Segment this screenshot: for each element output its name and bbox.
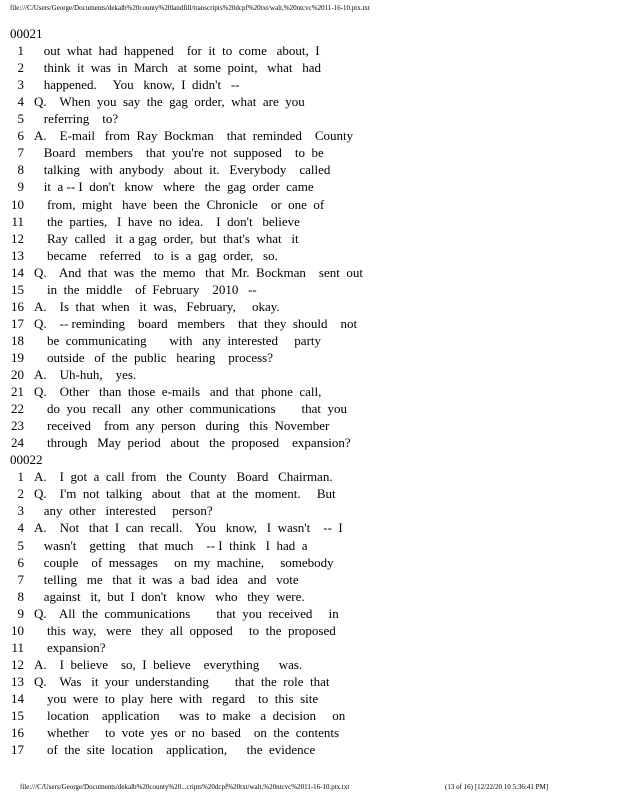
line-number: 7 bbox=[17, 571, 24, 587]
line-text: do you recall any other communications that you bbox=[34, 401, 348, 417]
line-text: referring to? bbox=[34, 111, 119, 127]
line-text: received from any person during this November bbox=[34, 418, 330, 434]
line-text: Ray called it a gag order, but that's what it bbox=[34, 230, 299, 246]
line-number: 14 bbox=[11, 264, 24, 280]
line-text: it a -- I don't know where the gag order came bbox=[34, 179, 314, 195]
line-text: Board members that you're not supposed to be bbox=[34, 145, 324, 161]
line-text: location application was to make a decision on bbox=[34, 708, 346, 723]
line-number: 6 bbox=[17, 128, 24, 144]
line-number: 15 bbox=[11, 708, 24, 723]
line-number: 3 bbox=[17, 503, 24, 519]
line-number: 18 bbox=[11, 332, 24, 348]
line-text: out what had happened for it to come about, I bbox=[34, 43, 320, 59]
line-text: telling me that it was a bad idea and vote bbox=[34, 571, 299, 587]
line-text: Q. Other than those e-mails and that phone call, bbox=[34, 384, 322, 400]
line-number: 14 bbox=[11, 690, 24, 706]
line-text: think it was in March at some point, what had bbox=[34, 60, 322, 76]
line-number: 16 bbox=[11, 298, 24, 314]
line-number: 11 bbox=[11, 213, 24, 229]
line-number: 13 bbox=[11, 247, 24, 263]
line-text: in the middle of February 2010 -- bbox=[34, 281, 257, 297]
line-number: 13 bbox=[11, 673, 24, 689]
line-text: expansion? bbox=[34, 639, 106, 655]
line-text: Q. And that was the memo that Mr. Bockman sent out bbox=[34, 264, 363, 280]
line-text: any other interested person? bbox=[34, 503, 213, 519]
line-text: whether to vote yes or no based on the contents bbox=[34, 725, 340, 741]
line-number: 6 bbox=[17, 554, 24, 570]
line-number: 4 bbox=[17, 520, 24, 536]
line-text: Q. When you say the gag order, what are you bbox=[34, 94, 305, 110]
line-number: 22 bbox=[11, 401, 24, 417]
line-number: 11 bbox=[11, 639, 24, 655]
line-number: 5 bbox=[17, 111, 24, 127]
line-number: 9 bbox=[17, 179, 24, 195]
line-number: 15 bbox=[11, 281, 24, 297]
line-text: A. Uh-huh, yes. bbox=[34, 367, 137, 382]
line-number: 8 bbox=[17, 162, 24, 178]
line-number: 16 bbox=[11, 725, 24, 741]
line-number: 12 bbox=[11, 230, 24, 246]
line-text: the parties, I have no idea. I don't believe bbox=[34, 213, 300, 229]
line-number: 3 bbox=[17, 77, 24, 93]
file-path-header: file:///C/Users/George/Documents/dekalb%20county%20landfill/transcripts%20dcpf%20txt/walt,%20ntcvc%2011-16-10.ptx.txt bbox=[10, 4, 370, 12]
line-text: A. I got a call from the County Board Chairman. bbox=[34, 469, 333, 485]
line-text: from, might have been the Chronicle or one of bbox=[34, 196, 325, 212]
line-text: Q. -- reminding board members that they should not bbox=[34, 315, 358, 331]
page-label: 00021 bbox=[10, 26, 43, 41]
line-number: 19 bbox=[11, 349, 24, 365]
line-number: 4 bbox=[17, 94, 24, 110]
line-text: A. I believe so, I believe everything was. bbox=[34, 656, 303, 672]
page-label: 00022 bbox=[10, 452, 43, 468]
line-number: 10 bbox=[11, 622, 24, 638]
line-text: wasn't getting that much -- I think I had a bbox=[34, 537, 308, 553]
line-text: be communicating with any interested party bbox=[34, 332, 322, 348]
line-number: 23 bbox=[11, 418, 24, 434]
line-number: 8 bbox=[17, 588, 24, 604]
line-number: 2 bbox=[17, 60, 24, 76]
line-number: 9 bbox=[17, 605, 24, 621]
file-path-footer: file:///C/Users/George/Documents/dekalb%20county%20...cripts%20dcpf%20txt/walt,%20ntcvc%2011-16-10.ptx.txt bbox=[20, 783, 350, 791]
line-text: happened. You know, I didn't -- bbox=[34, 77, 240, 93]
line-text: this way, were they all opposed to the proposed bbox=[34, 622, 336, 638]
line-number: 10 bbox=[11, 196, 24, 212]
line-text: A. E-mail from Ray Bockman that reminded County bbox=[34, 128, 354, 144]
line-number: 5 bbox=[17, 537, 24, 553]
page-info-footer: (13 of 16) [12/22/20 10 5:36:41 PM] bbox=[445, 783, 549, 791]
line-number: 24 bbox=[11, 435, 24, 451]
line-text: against it, but I don't know who they were. bbox=[34, 588, 305, 604]
line-text: talking with anybody about it. Everybody called bbox=[34, 162, 331, 178]
line-text: through May period about the proposed expansion? bbox=[34, 435, 351, 451]
line-text: outside of the public hearing process? bbox=[34, 349, 273, 365]
line-number: 12 bbox=[11, 656, 24, 672]
line-number: 17 bbox=[11, 742, 24, 758]
line-number: 1 bbox=[17, 43, 24, 59]
line-text: Q. Was it your understanding that the role that bbox=[34, 673, 330, 689]
line-number: 17 bbox=[11, 315, 24, 331]
line-number: 2 bbox=[17, 486, 24, 502]
line-text: A. Is that when it was, February, okay. bbox=[34, 298, 280, 314]
line-text: of the site location application, the evidence bbox=[34, 742, 316, 758]
line-number: 20 bbox=[11, 367, 24, 382]
line-text: you were to play here with regard to this site bbox=[34, 690, 319, 706]
line-number: 21 bbox=[11, 384, 24, 400]
line-text: Q. All the communications that you received in bbox=[34, 605, 339, 621]
line-number: 1 bbox=[17, 469, 24, 485]
line-number: 7 bbox=[17, 145, 24, 161]
line-text: Q. I'm not talking about that at the moment. But bbox=[34, 486, 336, 502]
line-text: became referred to is a gag order, so. bbox=[34, 247, 278, 263]
line-text: A. Not that I can recall. You know, I wasn't -- I bbox=[34, 520, 343, 536]
line-text: couple of messages on my machine, somebody bbox=[34, 554, 334, 570]
